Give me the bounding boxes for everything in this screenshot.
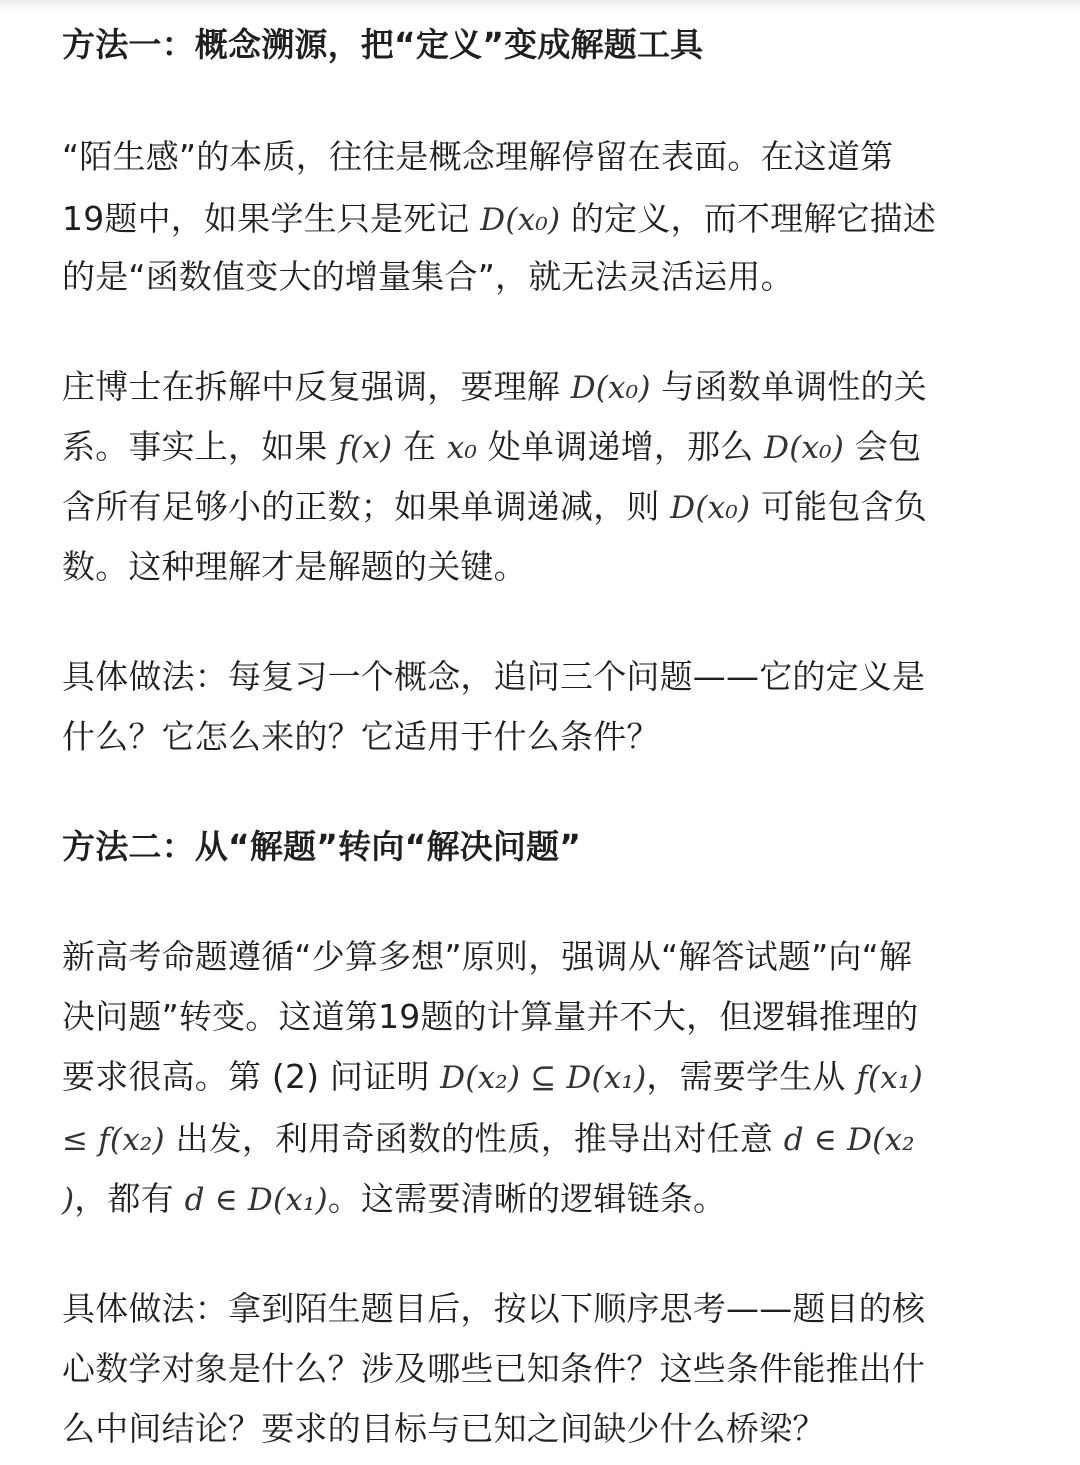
text-span: 在: [392, 427, 447, 466]
method2-p2-line1: 具体做法：拿到陌生题目后，按以下顺序思考——题目的核: [62, 1289, 926, 1328]
math-expression: d ∈ D(x₁): [184, 1182, 328, 1218]
method1-p2-line4: 数。这种理解才是解题的关键。: [62, 547, 527, 586]
math-expression: f(x): [338, 430, 393, 466]
text-span: 。这需要清晰的逻辑链条。: [327, 1179, 727, 1218]
math-expression: f(x₁): [856, 1060, 923, 1096]
method2-p1-line3: [62, 1046, 1022, 1109]
method1-p1-line3: 的是“函数值变大的增量集合”，就无法灵活运用。: [62, 257, 794, 296]
method2-p1-line4: [62, 1108, 1022, 1171]
text-span: 要求很高。第 (2) 问证明: [62, 1057, 441, 1096]
method2-p1-line2: 决问题”转变。这道第19题的计算量并不大，但逻辑推理的: [62, 997, 919, 1036]
math-expression: D(x₀): [670, 490, 751, 526]
method2-p1-line5: [62, 1168, 1022, 1231]
math-expression: d ∈ D(x₂: [783, 1122, 915, 1158]
method1-p3-line1: 具体做法：每复习一个概念，追问三个问题——它的定义是: [62, 657, 926, 696]
top-shadow: [0, 0, 1080, 12]
method1-p2-line1: [62, 356, 1022, 419]
text-span: 处单调递增，那么: [477, 427, 765, 466]
text-span: 会包: [844, 427, 922, 466]
method2-p1-line1: 新高考命题遵循“少算多想”原则，强调从“解答试题”向“解: [62, 937, 913, 976]
math-expression: ): [62, 1182, 75, 1218]
method2-p2-line3: 么中间结论？要求的目标与已知之间缺少什么桥梁？: [62, 1409, 826, 1448]
math-expression: x₀: [446, 430, 478, 466]
method1-p3-line2: 什么？它怎么来的？它适用于什么条件？: [62, 717, 660, 756]
method1-p2-line3: [62, 476, 1022, 539]
text-span: 含所有足够小的正数；如果单调递减，则: [62, 487, 671, 526]
method1-p1-line2: [62, 188, 1022, 251]
method2-heading: 方法二：从“解题”转向“解决问题”: [62, 827, 582, 866]
text-span: 出发，利用奇函数的性质，推导出对任意: [164, 1119, 784, 1158]
math-expression: D(x₀): [480, 202, 561, 238]
text-span: 系。事实上，如果: [62, 427, 339, 466]
text-span: 19题中，如果学生只是死记: [62, 199, 481, 238]
text-span: ，需要学生从: [646, 1057, 857, 1096]
method1-p1-line1: “陌生感”的本质，往往是概念理解停留在表面。在这道第: [62, 137, 894, 176]
text-span: 与函数单调性的关: [650, 367, 927, 406]
method1-p2-line2: [62, 416, 1022, 479]
text-span: 可能包含负: [750, 487, 927, 526]
math-expression: ≤ f(x₂): [62, 1122, 165, 1158]
text-span: ，都有: [74, 1179, 185, 1218]
math-expression: D(x₂) ⊆ D(x₁): [440, 1060, 647, 1096]
text-span: 的定义，而不理解它描述: [560, 199, 937, 238]
method2-p2-line2: 心数学对象是什么？涉及哪些已知条件？这些条件能推出什: [62, 1349, 926, 1388]
text-span: 庄博士在拆解中反复强调，要理解: [62, 367, 571, 406]
math-expression: D(x₀): [764, 430, 845, 466]
math-expression: D(x₀): [570, 370, 651, 406]
method1-heading: 方法一：概念溯源，把“定义”变成解题工具: [62, 25, 704, 64]
